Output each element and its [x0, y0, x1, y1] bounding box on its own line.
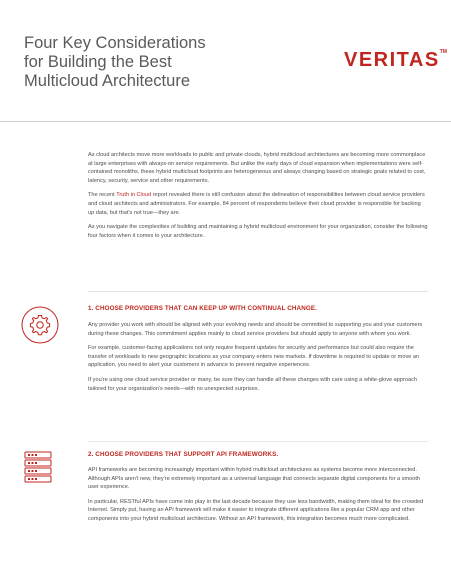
section-1-paragraph-3: If you're using one cloud service provider or many, be sure they can handle all these changes with care using a white-glove approach tailored for your organization's needs—with no unexpected surprises. [88, 376, 418, 392]
header-divider [0, 121, 451, 122]
section-1-paragraph-2: For example, customer-facing applications not only require frequent updates for security and performance but could also require the transfer of workloads to new geographic locations as your company enters new markets. If downtime is required to update or move an application, you need to alert your customers in advance to prevent negative experiences. [88, 345, 420, 369]
trademark-mark: TM [439, 49, 447, 55]
document-title [24, 34, 284, 91]
intro-paragraph-3: As you navigate the complexities of building and maintaining a hybrid multicloud environment for your organization, consider the following four factors when it comes to your architecture. [88, 224, 428, 239]
intro-p2-after: report revealed there is still confusion about the delineation of responsibilities between cloud service providers and cloud architects and administrators. For example, 84 percent of respondents believe their cloud provider is responsible for backing up data, but that's not true—they are. [88, 192, 425, 216]
section-divider [88, 291, 428, 292]
section-2-paragraph-2: In particular, RESTful APIs have come into play in the last decade because they use less bandwidth, making them ideal for the crowded Internet. Simply put, having an API framework will make it easier to integrate different applications like a popular CRM app and other components into your hybrid multicloud architecture. Without an API framework, this integration becomes much more complicated. [88, 498, 424, 522]
server-icon [22, 450, 54, 490]
intro-paragraph-2 [88, 191, 428, 217]
section-divider [88, 441, 428, 442]
section-2-paragraph-1: API frameworks are becoming increasingly important within hybrid multicloud architectures as systems become more interconnected. Although APIs aren't new, they're extremely important as a universal language that connects separate digital components for a smooth user experience. [88, 467, 421, 491]
veritas-logo [344, 49, 447, 72]
truth-in-cloud-link[interactable]: Truth in Cloud [116, 192, 152, 199]
gear-icon [20, 305, 60, 345]
title-line-1: Four Key Considerations [24, 34, 206, 52]
intro-paragraph-1: As cloud architects move more workloads to public and private clouds, hybrid multicloud architectures are becoming more commonplace at large enterprises with always-on service requirements. But unlike the early days of cloud expansion when implementations were self-contained monoliths, these hybrid multicloud footprints are heterogeneous and always changing based on strategic goals related to cost, latency, security, service and other requirements. [88, 152, 426, 184]
title-line-2: for Building the Best [24, 53, 172, 71]
intro-section [88, 151, 428, 246]
logo-wordmark: VERITAS [344, 49, 440, 71]
section-2-body [88, 466, 428, 530]
section-1-paragraph-1: Any provider you work with should be aligned with your evolving needs and should be committed to supporting you and your customers during these changes. This commitment applies mainly to cloud service providers but should apply to anyone with whom you work. [88, 322, 423, 337]
section-1-body [88, 321, 428, 399]
intro-p2-before: The recent [88, 192, 117, 199]
document-header [0, 0, 451, 122]
section-1-heading: 1. CHOOSE PROVIDERS THAT CAN KEEP UP WITH CONTINUAL CHANGE. [88, 305, 317, 312]
title-line-3: Multicloud Architecture [24, 72, 190, 90]
section-2-heading: 2. CHOOSE PROVIDERS THAT SUPPORT API FRAMEWORKS. [88, 451, 279, 458]
